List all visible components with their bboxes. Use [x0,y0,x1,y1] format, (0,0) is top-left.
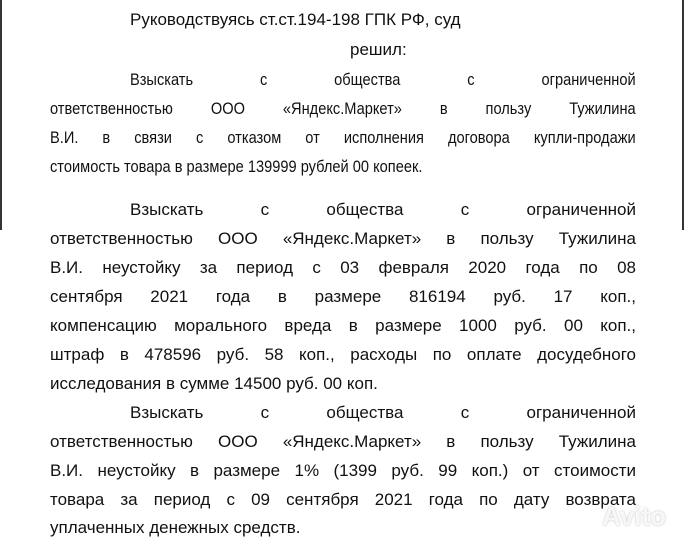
p2-line-5: компенсацию морального вреда в размере 1000 руб. 00 коп., [50,316,636,335]
p3-line-5: уплаченных денежных средств. [50,518,301,537]
p1-text-1: Взыскать с общества с ограниченной [129,70,636,89]
p2-line-1: Взыскать с общества с ограниченной [130,200,636,219]
p2-line-2: ответственностью ООО «Яндекс.Маркет» в пользу Тужилина [50,229,636,248]
p1-line-3: В.И. в связи с отказом от исполнения договора купли-продажи [50,128,636,147]
p1-line-2: ответственностью ООО «Яндекс.Маркет» в пользу Тужилина [50,99,636,118]
p1-line-4: стоимость товара в размере 139999 рублей 00 копеек. [50,157,423,176]
scan-edge-left [0,0,2,230]
decision-heading: решил: [350,40,407,59]
p2-line-7: исследования в сумме 14500 руб. 00 коп. [50,374,378,393]
p2-line-3: В.И. неустойку за период с 03 февраля 2020 года по 08 [50,258,636,277]
p2-line-6: штраф в 478596 руб. 58 коп., расходы по оплате досудебного [50,345,636,364]
p3-line-2: ответственностью ООО «Яндекс.Маркет» в пользу Тужилина [50,432,636,451]
p3-line-3: В.И. неустойку в размере 1% (1399 руб. 99 коп.) от стоимости [50,461,636,480]
p2-line-4: сентября 2021 года в размере 816194 руб. 17 коп., [50,287,636,306]
avito-watermark: Avito [601,501,666,531]
p1-line-1 [50,70,636,90]
p3-line-1: Взыскать с общества с ограниченной [130,403,636,422]
intro-line: Руководствуясь ст.ст.194-198 ГПК РФ, суд [130,10,461,29]
p3-line-4: товара за период с 09 сентября 2021 года по дату возврата [50,490,636,509]
